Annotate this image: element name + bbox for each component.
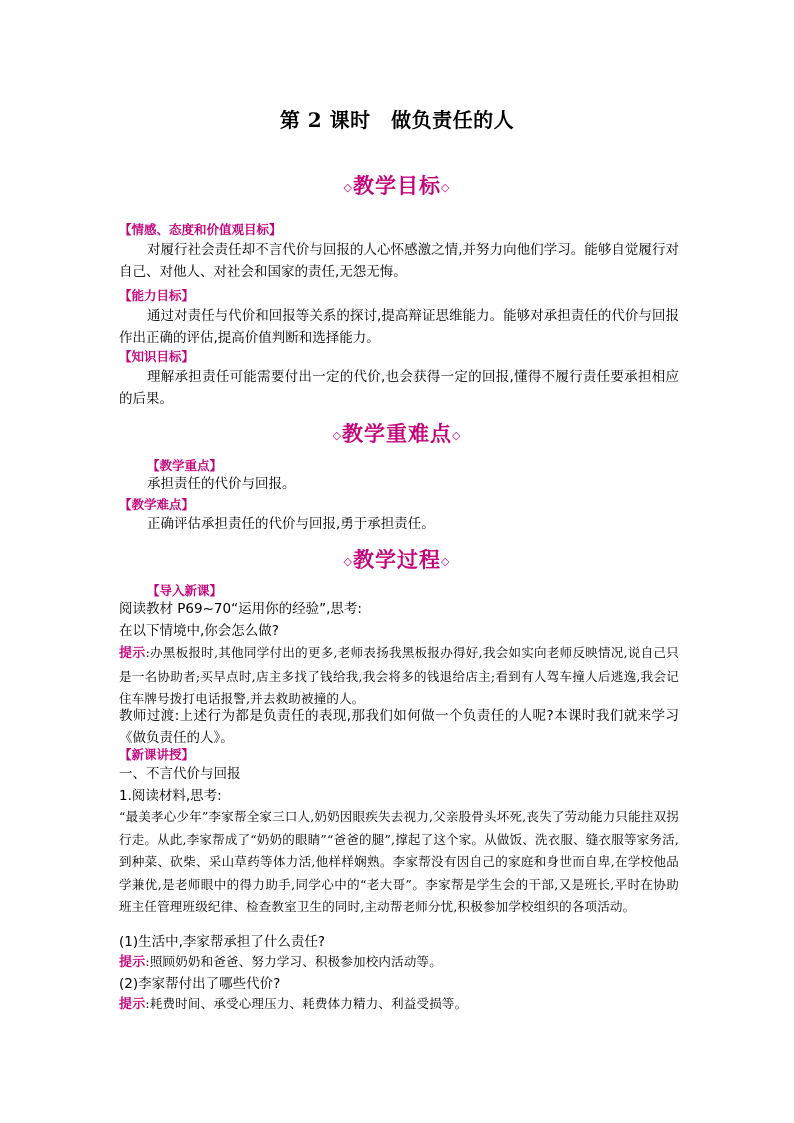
- scenario-question: 在以下情境中,你会怎么做?: [119, 623, 279, 639]
- ability-goal-text: 通过对责任与代价和回报等关系的探讨,提高辩证思维能力。能够对承担责任的代价与回报作出正确的评估,提高价值判断和选择能力。: [119, 308, 679, 346]
- question-1: (1)生活中,李家帮承担了什么责任?: [119, 934, 326, 950]
- difficulty-text: 正确评估承担责任的代价与回报,勇于承担责任。: [147, 516, 435, 532]
- question-2: (2)李家帮付出了哪些代价?: [119, 976, 281, 992]
- reading-material: “最美孝心少年”李家帮全家三口人,奶奶因眼疾失去视力,父亲股骨头坏死,丧失了劳动能力只能拄双拐行走。从此,李家帮成了“奶奶的眼睛”“爸爸的腿”,撑起了这个家。从做饭、洗衣服、缝衣服等家务活,到种菜、砍柴、采山草药等体力活,他样样娴熟。李家帮没有因自己的家庭和身世而自卑,在学校他品学兼优,是老师眼中的得力助手,同学心中的“老大哥”。李家帮是学生会的干部,又是班长,平时在协助班主任管理班级纪律、检查教室卫生的同时,主动帮老师分忧,积极参加学校组织的各项活动。: [119, 809, 679, 914]
- section-heading-goals-text: 教学目标: [353, 173, 441, 198]
- answer-1-text: :照顾奶奶和爸爸、努力学习、积极参加校内活动等。: [145, 954, 442, 969]
- diamond-icon: ◇: [343, 555, 353, 568]
- intro-label: 【导入新课】: [147, 583, 223, 598]
- section-heading-goals: [0, 170, 794, 200]
- section-heading-process: [0, 544, 794, 574]
- difficulty-label: 【教学难点】: [119, 497, 195, 512]
- lesson-title: 第 2 课时 做负责任的人: [279, 108, 515, 132]
- section-heading-process-text: 教学过程: [353, 547, 441, 572]
- knowledge-goal-label: 【知识目标】: [119, 349, 195, 364]
- ability-goal-label: 【能力目标】: [119, 288, 195, 303]
- tip-word: 提示: [119, 997, 146, 1012]
- diamond-icon: ◇: [452, 429, 462, 442]
- section-heading-keypoints-text: 教学重难点: [342, 421, 452, 446]
- knowledge-goal-text: 理解承担责任可能需要付出一定的代价,也会获得一定的回报,懂得不履行责任要承担相应的后果。: [119, 369, 679, 407]
- tip-word: 提示: [119, 955, 146, 970]
- diamond-icon: ◇: [332, 429, 342, 442]
- key-point-text: 承担责任的代价与回报。: [147, 476, 296, 492]
- diamond-icon: ◇: [343, 181, 353, 194]
- key-point-label: 【教学重点】: [147, 458, 223, 473]
- new-lesson-label: 【新课讲授】: [119, 747, 195, 762]
- answer-1: [119, 951, 679, 975]
- answer-2: [119, 993, 679, 1017]
- tip-paragraph-1: [119, 642, 679, 711]
- diamond-icon: ◇: [441, 555, 451, 568]
- teacher-transition: 教师过渡:上述行为都是负责任的表现,那我们如何做一个负责任的人呢?本课时我们就来学习《做负责任的人》。: [119, 708, 679, 746]
- diamond-icon: ◇: [441, 181, 451, 194]
- answer-2-text: :耗费时间、承受心理压力、耗费体力精力、利益受损等。: [145, 996, 468, 1011]
- emotion-goal-label: 【情感、态度和价值观目标】: [119, 222, 282, 237]
- tip-1-text: :办黑板报时,其他同学付出的更多,老师表扬我黑板报办得好,我会如实向老师反映情况,说自己只是一名协助者;买早点时,店主多找了钱给我,我会将多的钱退给店主;看到有人驾车撞人后逃逸,我会记住车牌号拨打电话报警,并去救助被撞的人。: [119, 645, 680, 706]
- item-one-heading: 1.阅读材料,思考:: [119, 788, 222, 804]
- tip-word: 提示: [119, 646, 146, 661]
- read-textbook-line: 阅读教材 P69~70“运用你的经验”,思考:: [119, 601, 362, 617]
- emotion-goal-text: 对履行社会责任却不言代价与回报的人心怀感激之情,并努力向他们学习。能够自觉履行对自己、对他人、对社会和国家的责任,无怨无悔。: [119, 242, 679, 280]
- part-one-heading: 一、不言代价与回报: [119, 766, 241, 782]
- section-heading-keypoints: [0, 418, 794, 448]
